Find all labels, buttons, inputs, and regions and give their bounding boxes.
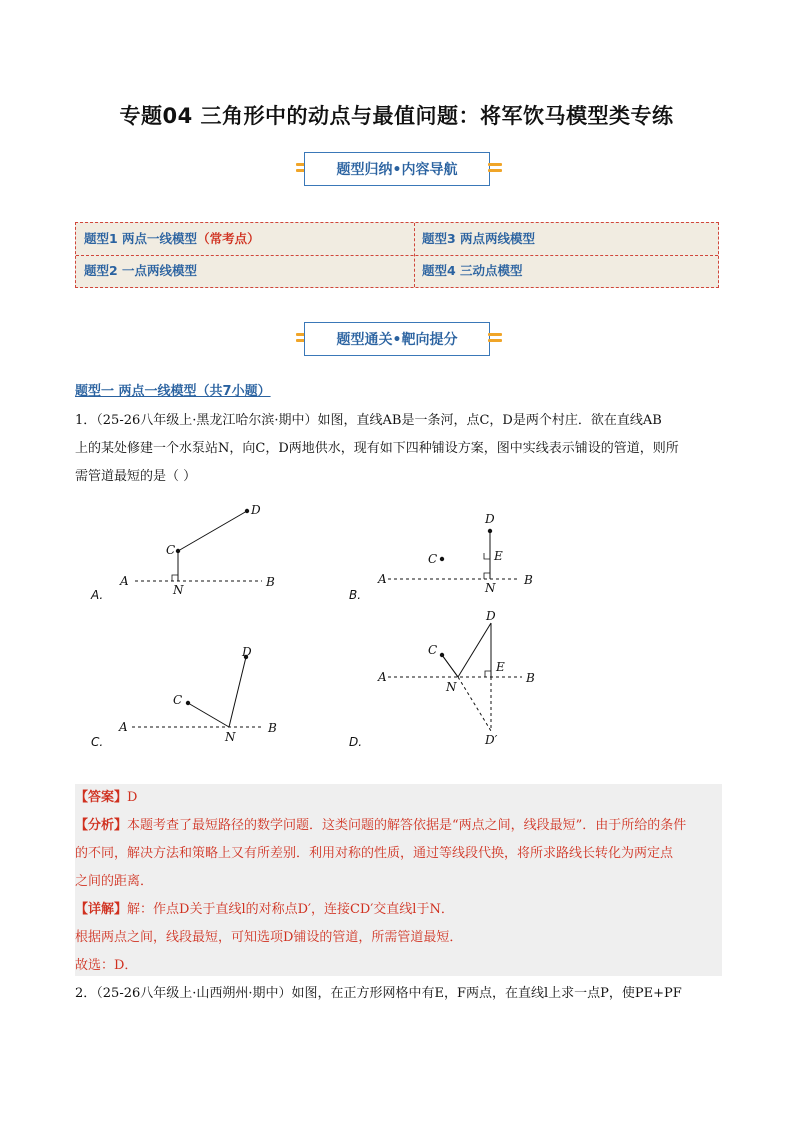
analysis-tag: 【分析】	[75, 818, 128, 833]
label-c: C	[428, 552, 438, 566]
option-b-label: B.	[349, 588, 362, 602]
question-1-line-3: 需管道最短的是（ ）	[75, 469, 197, 484]
detail-text-1: 解：作点D关于直线l的对称点D′，连接CD′交直线l于N．	[127, 902, 454, 917]
label-a: A	[120, 574, 129, 588]
detail-line-3: 故选：D．	[75, 958, 138, 973]
nav-banner	[296, 152, 506, 188]
nav-item-topic-1-label: 题型1 两点一线模型	[84, 231, 198, 246]
analysis-text-1: 本题考查了最短路径的数学问题．这类问题的解答依据是“两点之间，线段最短”．由于所给的条件	[127, 818, 687, 833]
label-d: D	[242, 645, 252, 659]
label-b: B	[266, 575, 275, 589]
answer-line	[75, 784, 715, 812]
practice-banner	[296, 322, 506, 358]
label-b: B	[268, 721, 277, 735]
analysis-line-3: 之间的距离．	[75, 874, 154, 889]
option-a-label: A.	[91, 588, 104, 602]
label-c: C	[166, 543, 176, 557]
page-title: 专题04 三角形中的动点与最值问题：将军饮马模型类专练	[119, 104, 674, 128]
nav-item-topic-3[interactable]	[414, 223, 718, 255]
figure-option-a	[90, 503, 275, 602]
question-1-figures	[0, 495, 793, 755]
answer-tag: 【答案】	[75, 790, 128, 805]
label-d: D	[251, 503, 261, 517]
question-2-line-1: 2．（25-26八年级上·山西朔州·期中）如图，在正方形网格中有E，F两点，在直线l上求一点P，使PE+PF	[75, 986, 682, 1001]
question-1-line-2: 上的某处修建一个水泵站N，向C，D两地供水，现有如下四种铺设方案，图中实线表示铺设的管道，则所	[75, 441, 679, 456]
label-d-prime: D′	[485, 733, 498, 747]
label-a: A	[378, 670, 387, 684]
answer-value: D	[127, 790, 138, 805]
detail-line-2: 根据两点之间，线段最短，可知选项D铺设的管道，所需管道最短．	[75, 930, 463, 945]
figure-option-d	[349, 609, 535, 749]
label-d: D	[485, 512, 495, 526]
label-d: D	[486, 609, 496, 623]
nav-item-topic-2-label: 题型2 一点两线模型	[84, 263, 198, 278]
figure-option-b	[349, 512, 533, 602]
label-b: B	[526, 671, 535, 685]
label-a: A	[378, 572, 387, 586]
banner-nav-label: 题型归纳•内容导航	[304, 152, 490, 186]
answer-box	[75, 784, 722, 976]
label-e: E	[494, 549, 503, 563]
banner-right-decoration	[488, 330, 502, 348]
label-n: N	[225, 730, 236, 744]
nav-item-topic-1-highlight: （常考点）	[197, 231, 260, 246]
banner-right-decoration	[488, 160, 502, 178]
analysis-line-2: 的不同，解决方法和策略上又有所差别．利用对称的性质，通过等线段代换，将所求路线长转化为两定点	[75, 846, 674, 861]
nav-item-topic-1[interactable]	[76, 223, 414, 255]
question-1-line-1: 1．（25-26八年级上·黑龙江哈尔滨·期中）如图，直线AB是一条河，点C，D是两个村庄．欲在直线AB	[75, 413, 662, 428]
option-c-label: C.	[91, 735, 104, 749]
label-e: E	[496, 660, 505, 674]
nav-item-topic-3-label: 题型3 两点两线模型	[422, 231, 536, 246]
section-heading-link[interactable]: 题型一 两点一线模型（共7小题）	[75, 384, 271, 399]
label-n: N	[173, 583, 184, 597]
question-1-text	[75, 407, 723, 491]
analysis-line-1	[75, 812, 715, 840]
detail-tag: 【详解】	[75, 902, 128, 917]
nav-item-topic-2[interactable]	[76, 255, 414, 287]
nav-item-topic-4-label: 题型4 三动点模型	[422, 263, 523, 278]
nav-item-topic-4[interactable]	[414, 255, 718, 287]
question-2-text	[75, 980, 723, 1008]
label-n: N	[485, 581, 496, 595]
label-a: A	[119, 720, 128, 734]
label-c: C	[428, 643, 438, 657]
option-d-label: D.	[349, 735, 363, 749]
label-n: N	[446, 680, 457, 694]
detail-line-1	[75, 896, 715, 924]
label-c: C	[173, 693, 183, 707]
figure-option-c	[91, 645, 277, 749]
topic-nav-table	[75, 222, 719, 288]
banner-practice-label: 题型通关•靶向提分	[304, 322, 490, 356]
label-b: B	[524, 573, 533, 587]
